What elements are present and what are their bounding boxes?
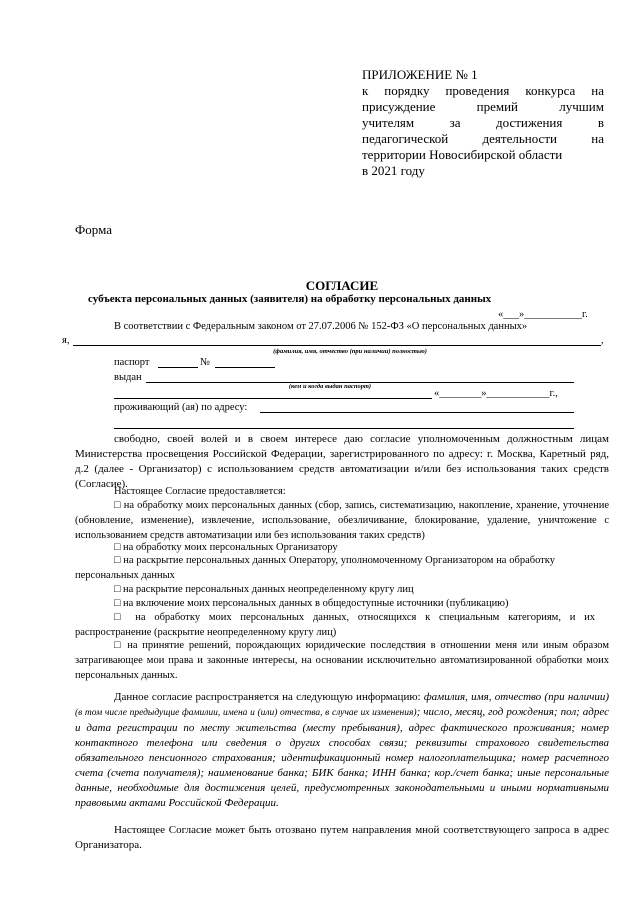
option-processing[interactable]: □ на обработку моих персональных данных (сбор, запись, систематизацию, накопление, хранение, уточнение (обновление, изменение), извлечение, использование, обезличивание, блокирование, удаление, уничтожение с использованием средств автоматизации или без использования таких средств) (75, 500, 609, 541)
fio-field[interactable] (73, 345, 601, 346)
scope-previous-names: (в том числе предыдущие фамилии, имена и (или) отчества, в случае их изменения) (75, 708, 417, 718)
passport-series-field[interactable] (158, 367, 198, 368)
appendix-line-4: педагогической деятельности на (362, 131, 604, 146)
provided-label: Настоящее Согласие предоставляется: (114, 486, 286, 497)
law-reference: В соответствии с Федеральным законом от 27.07.2006 № 152-ФЗ «О персональных данных» (114, 321, 528, 332)
appendix-block (362, 67, 604, 179)
appendix-line-1: к порядку проведения конкурса на (362, 83, 604, 98)
scope-paragraph (75, 690, 609, 811)
appendix-line-5: территории Новосибирской области (362, 147, 563, 162)
appendix-line-2: присуждение премий лучшим (362, 99, 604, 114)
consent-paragraph: свободно, своей волей и в своем интересе даю согласие уполномоченным должностным лицам Министерства просвещения Российской Федерации, зарегистрированного по адресу: г. Москва, Каретный ряд, д.2 (далее - Организатор) с использованием средств автоматизации и/или без использования таких средств (Согласие). (75, 433, 609, 490)
address-field-2[interactable] (114, 428, 574, 429)
issued-hint: (кем и когда выдан паспорт) (288, 383, 372, 390)
issued-label: выдан (114, 372, 142, 383)
option-public[interactable]: □ на раскрытие персональных данных неопределенному кругу лиц (114, 584, 414, 595)
scope-lead: Данное согласие распространяется на следующую информацию: (114, 691, 421, 703)
option-organizer[interactable]: □ на обработку моих персональных Организатору (114, 542, 338, 553)
issued-date-field[interactable]: «________»____________г., (434, 388, 558, 399)
option-automated[interactable]: □ на принятие решений, порождающих юридические последствия в отношении меня или иным образом затрагивающее мои права и законные интересы, на основании исключительно автоматизированной обработки моих персональных данных. (75, 640, 609, 681)
issued-by-field-2[interactable] (114, 398, 432, 399)
passport-number-field[interactable] (215, 367, 275, 368)
date-field[interactable]: «___»___________г. (498, 309, 588, 320)
option-special[interactable]: □ на обработку моих персональных данных, относящихся к специальным категориям, и их распространение (раскрытие неопределенному кругу лиц) (75, 612, 595, 638)
option-publication[interactable]: □ на включение моих персональных данных в общедоступные источники (публикацию) (114, 598, 509, 609)
fio-hint: (фамилия, имя, отчество (при наличии) полностью) (273, 348, 427, 355)
i-prefix: я, (62, 335, 70, 346)
appendix-line-6: в 2021 году (362, 163, 425, 178)
address-label: проживающий (ая) по адресу: (114, 402, 248, 413)
appendix-line-3: учителям за достижения в (362, 115, 604, 130)
appendix-title: ПРИЛОЖЕНИЕ № 1 (362, 67, 478, 82)
document-subtitle: субъекта персональных данных (заявителя) на обработку персональных данных (88, 293, 492, 305)
scope-details: ; число, месяц, год рождения; пол; адрес и дата регистрации по месту жительства (месту пребывания), адрес фактического проживания; номер контактного телефона или сведения о других способах связи; реквизиты страхового свидетельства обязательного пенсионного страхования; идентификационный номер налогоплательщика; номер расчетного счета (счета получателя); наименование банка; БИК банка; ИНН банка; кор./счет банка; иные персональные данные, необходимые для достижения целей, предусмотренных законодательными и иными нормативными правовыми актами Российской Федерации. (75, 706, 609, 809)
passport-number-label: № (200, 357, 211, 368)
document-title: СОГЛАСИЕ (305, 278, 379, 293)
form-label: Форма (75, 222, 112, 237)
option-operator[interactable]: □ на раскрытие персональных данных Оператору, уполномоченному Организатором на обработку персональных данных (75, 555, 555, 581)
address-field[interactable] (260, 412, 574, 413)
scope-fio: фамилия, имя, отчество (при наличии) (423, 691, 609, 703)
passport-label: паспорт (114, 357, 150, 368)
revoke-paragraph: Настоящее Согласие может быть отозвано путем направления мной соответствующего запроса в адрес Организатора. (75, 824, 609, 851)
